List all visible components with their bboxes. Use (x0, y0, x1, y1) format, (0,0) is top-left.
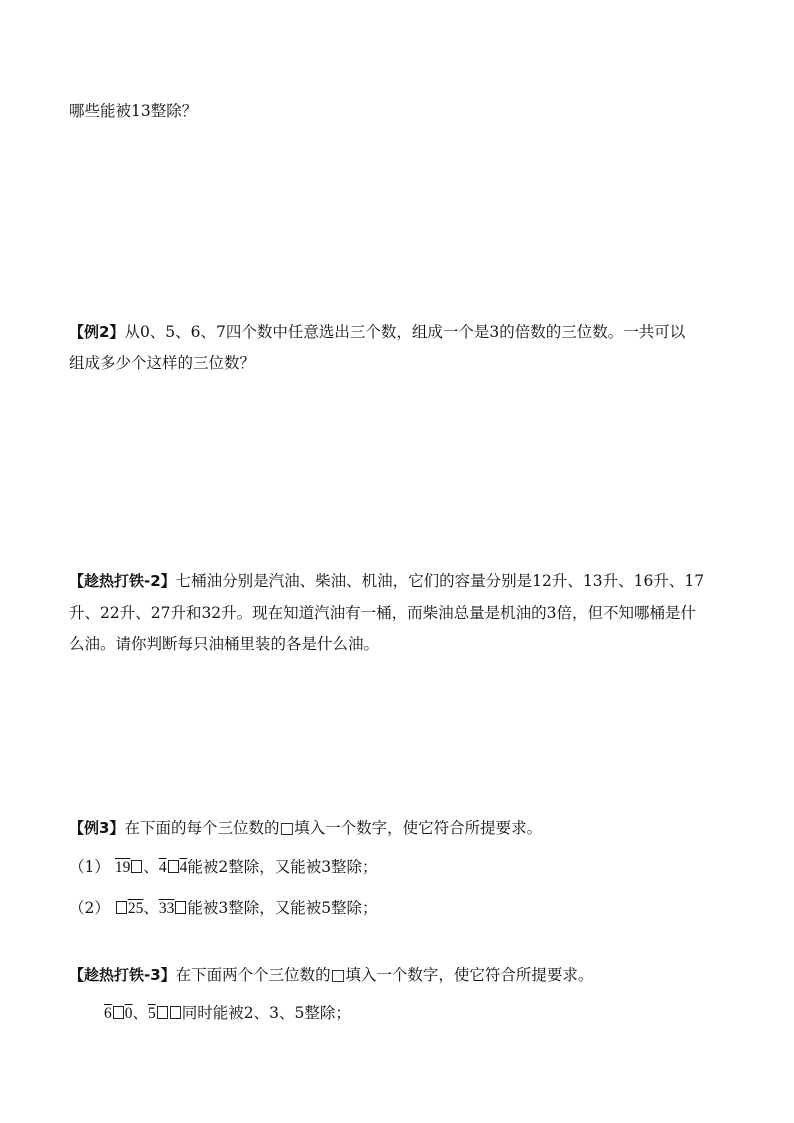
example-3-item-1 (69, 857, 378, 878)
practice-3-number-2 (148, 1005, 182, 1022)
example-2-text-2: 组成多少个这样的三位数？ (69, 354, 256, 372)
practice-2-label: 【趁热打铁-2】 (69, 572, 176, 590)
example-3-intro (69, 818, 542, 838)
question-tail-text: 哪些能被13整除？ (69, 102, 198, 120)
example-3-item-2 (69, 898, 378, 919)
practice-3-number-1-digit-b: 0 (124, 1005, 133, 1022)
item-2-number-1 (115, 900, 144, 917)
practice-3-label: 【趁热打铁-3】 (69, 966, 176, 984)
example-2-line-2 (69, 353, 255, 373)
item-1-prefix: （1） (69, 858, 110, 876)
item-2-number-2-digits: 33 (158, 900, 175, 917)
item-1-text: 能被2整除，又能被3整除； (187, 858, 378, 876)
item-1-separator: 、 (143, 858, 159, 876)
item-2-separator: 、 (143, 899, 159, 917)
blank-box[interactable] (168, 860, 179, 873)
blank-box[interactable] (170, 1006, 181, 1019)
practice-3-item (104, 1003, 351, 1024)
practice-3-intro (69, 965, 593, 985)
item-1-number-1 (115, 859, 144, 876)
blank-box[interactable] (131, 860, 142, 873)
blank-box[interactable] (157, 1006, 168, 1019)
practice-3-number-1-digit-a: 6 (104, 1005, 112, 1022)
question-tail (69, 101, 197, 121)
example-2-line-1 (69, 322, 685, 342)
item-1-number-2-digit-a: 4 (158, 859, 167, 876)
blank-box[interactable] (113, 1006, 124, 1019)
practice-2-line-2 (69, 603, 696, 623)
item-1-number-1-digits: 19 (114, 859, 131, 876)
example-3-label: 【例3】 (69, 819, 125, 837)
practice-2-line-1 (69, 571, 704, 591)
practice-2-line-3 (69, 634, 379, 654)
example-3-intro-text: 在下面的每个三位数的□填入一个数字，使它符合所提要求。 (124, 819, 543, 837)
practice-3-number-2-digit: 5 (148, 1005, 156, 1022)
item-1-number-2 (159, 859, 188, 876)
example-2-label: 【例2】 (69, 323, 125, 341)
item-2-number-1-digits: 25 (127, 900, 144, 917)
example-2-text-1: 从0、5、6、7四个数中任意选出三个数，组成一个是3的倍数的三位数。一共可以 (124, 323, 686, 341)
item-2-prefix: （2） (69, 899, 110, 917)
blank-box[interactable] (116, 901, 127, 914)
item-2-number-2 (159, 900, 188, 917)
practice-3-intro-text: 在下面两个个三位数的□填入一个数字，使它符合所提要求。 (175, 966, 594, 984)
blank-box[interactable] (175, 901, 186, 914)
practice-3-text: 同时能被2、3、5整除； (181, 1004, 351, 1022)
practice-3-number-1 (104, 1005, 133, 1022)
item-1-number-2-digit-b: 4 (179, 859, 188, 876)
practice-2-text-1: 七桶油分别是汽油、柴油、机油，它们的容量分别是12升、13升、16升、17 (175, 572, 705, 590)
practice-3-separator: 、 (132, 1004, 149, 1022)
practice-2-text-3: 么油。请你判断每只油桶里装的各是什么油。 (69, 635, 380, 653)
practice-2-text-2: 升、22升、27升和32升。现在知道汽油有一桶，而柴油总量是机油的3倍，但不知哪桶是什 (69, 604, 697, 622)
item-2-text: 能被3整除，又能被5整除； (187, 899, 378, 917)
